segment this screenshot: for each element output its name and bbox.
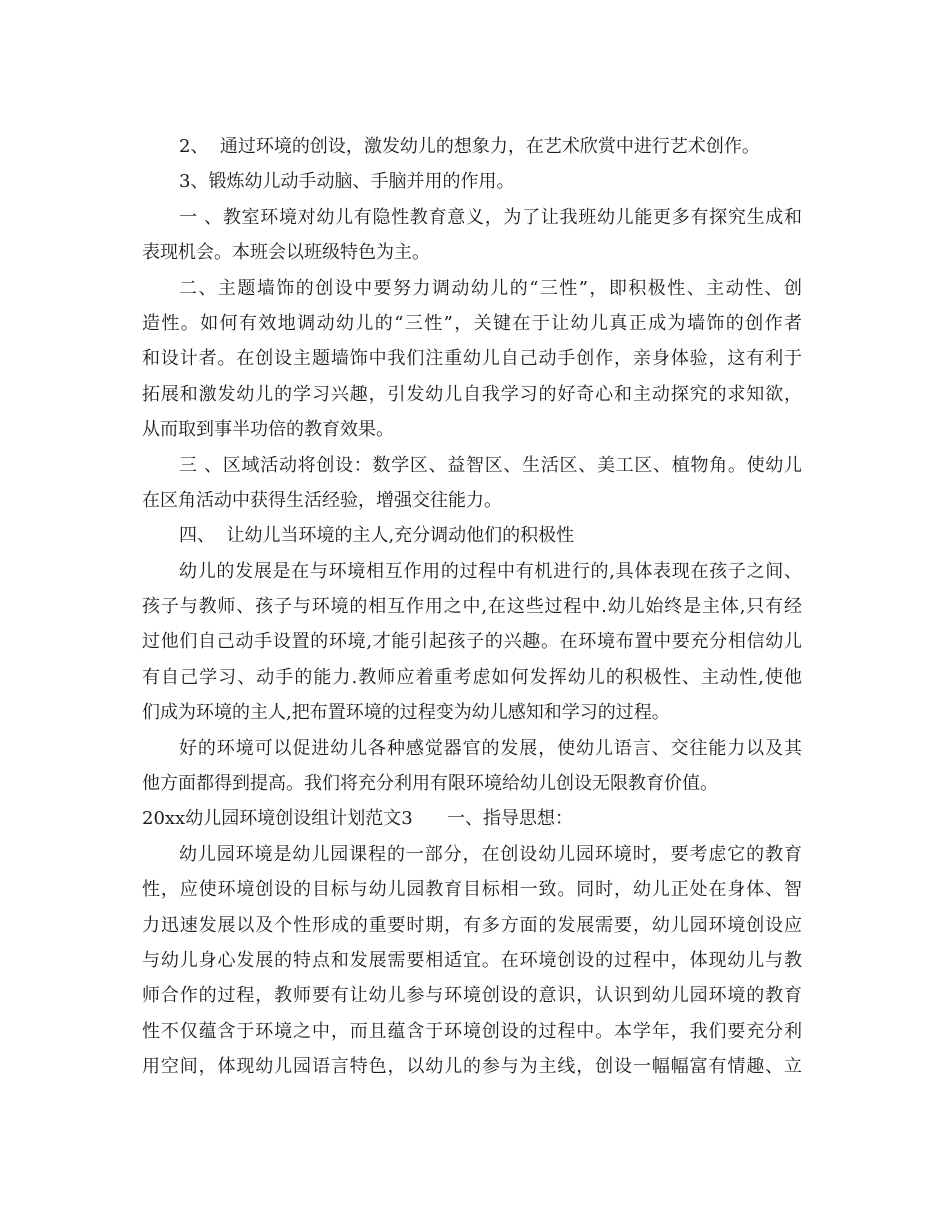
text-line: 幼儿园环境是幼儿园课程的一部分，在创设幼儿园环境时，要考虑它的教育 <box>179 843 802 865</box>
text-line: 好的环境可以促进幼儿各种感觉器官的发展，使幼儿语言、交往能力以及其 <box>179 737 802 759</box>
text-line: 有自己学习、动手的能力.教师应着重考虑如何发挥幼儿的积极性、主动性,使他 <box>142 666 802 688</box>
text-line: 他方面都得到提高。我们将充分利用有限环境给幼儿创设无限教育价值。 <box>142 773 718 795</box>
text-line: 孩子与教师、孩子与环境的相互作用之中,在这些过程中.幼儿始终是主体,只有经 <box>142 596 802 618</box>
text-line: 在区角活动中获得生活经验，增强交往能力。 <box>142 489 502 511</box>
text-line: 性不仅蕴含于环境之中，而且蕴含于环境创设的过程中。本学年，我们要充分利 <box>142 1020 802 1042</box>
text-line: 3、锻炼幼儿动手动脑、手脑并用的作用。 <box>179 171 515 193</box>
text-line: 与幼儿身心发展的特点和发展需要相适宜。在环境创设的过程中，体现幼儿与教 <box>142 949 802 971</box>
document-body <box>142 129 802 1085</box>
text-line: 用空间，体现幼儿园语言特色，以幼儿的参与为主线，创设一幅幅富有情趣、立 <box>142 1056 802 1078</box>
text-line: 造性。如何有效地调动幼儿的“三性”，关键在于让幼儿真正成为墙饰的创作者 <box>142 312 802 334</box>
text-line: 20xx幼儿园环境创设组计划范文3 一、指导思想： <box>142 808 573 830</box>
text-line: 2、 通过环境的创设，激发幼儿的想象力，在艺术欣赏中进行艺术创作。 <box>179 136 760 157</box>
text-line: 力迅速发展以及个性形成的重要时期，有多方面的发展需要，幼儿园环境创设应 <box>142 914 802 936</box>
text-line: 们成为环境的主人,把布置环境的过程变为幼儿感知和学习的过程。 <box>142 702 670 724</box>
text-line: 和设计者。在创设主题墙饰中我们注重幼儿自己动手创作，亲身体验，这有利于 <box>142 348 802 370</box>
text-line: 四、 让幼儿当环境的主人,充分调动他们的积极性 <box>179 525 575 547</box>
text-line: 一 、教室环境对幼儿有隐性教育意义，为了让我班幼儿能更多有探究生成和 <box>179 206 802 228</box>
text-line: 表现机会。本班会以班级特色为主。 <box>142 242 430 264</box>
text-line: 幼儿的发展是在与环境相互作用的过程中有机进行的,具体表现在孩子之间、 <box>179 560 802 582</box>
text-line: 师合作的过程，教师要有让幼儿参与环境创设的意识，认识到幼儿园环境的教育 <box>142 985 802 1007</box>
text-line: 拓展和激发幼儿的学习兴趣，引发幼儿自我学习的好奇心和主动探究的求知欲， <box>142 383 802 405</box>
text-line: 性，应使环境创设的目标与幼儿园教育目标相一致。同时，幼儿正处在身体、智 <box>142 879 802 901</box>
text-line: 三 、区域活动将创设：数学区、益智区、生活区、美工区、植物角。使幼儿 <box>179 454 802 476</box>
text-line: 二、主题墙饰的创设中要努力调动幼儿的“三性”，即积极性、主动性、创 <box>179 277 802 299</box>
text-line: 从而取到事半功倍的教育效果。 <box>142 419 394 441</box>
text-line: 过他们自己动手设置的环境,才能引起孩子的兴趣。在环境布置中要充分相信幼儿 <box>142 631 802 653</box>
